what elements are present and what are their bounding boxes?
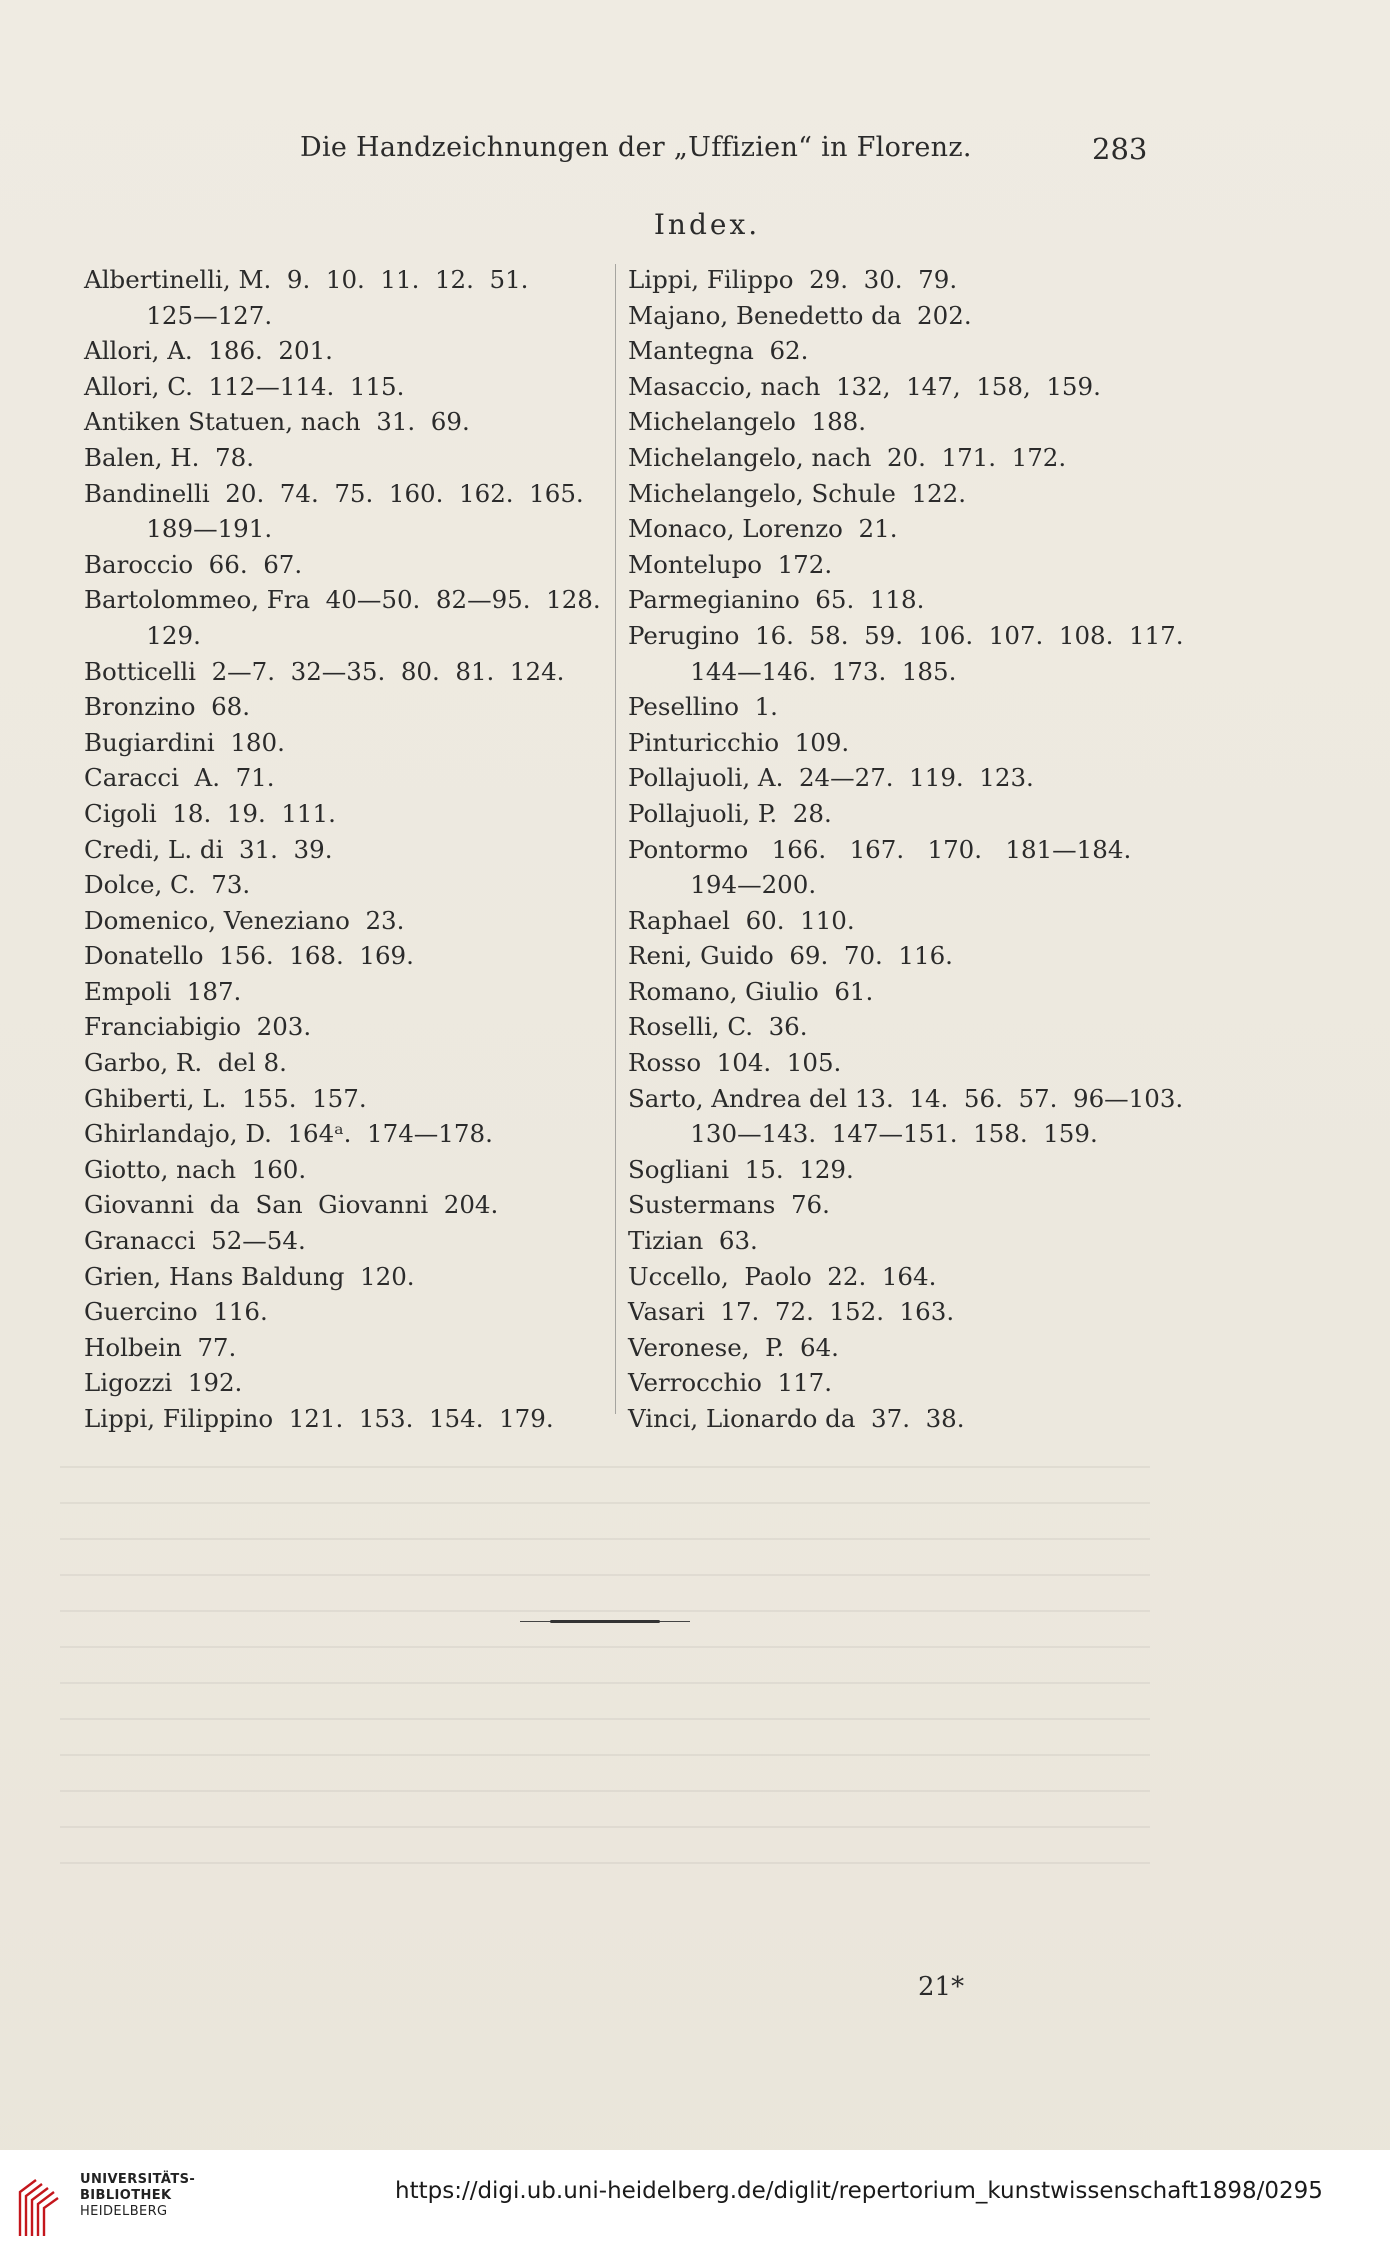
index-entry-left: Botticelli 2—7. 32—35. 80. 81. 124.	[84, 656, 565, 686]
index-entry-right: Michelangelo, nach 20. 171. 172.	[628, 442, 1067, 472]
index-entry-left: Empoli 187.	[84, 976, 242, 1006]
index-entry-left: Garbo, R. del 8.	[84, 1048, 287, 1078]
index-left-column	[84, 262, 604, 1437]
index-entry-left: Guercino 116.	[84, 1297, 268, 1327]
index-entry-right: Lippi, Filippo 29. 30. 79.	[628, 265, 958, 294]
index-entry-left: Ligozzi 192.	[84, 1368, 243, 1398]
index-entry-left: Cigoli 18. 19. 111.	[84, 798, 336, 828]
index-entry-right: 194—200.	[628, 870, 817, 900]
index-entry-right: 144—146. 173. 185.	[628, 656, 957, 686]
index-entry-right: Perugino 16. 58. 59. 106. 107. 108. 117.	[628, 620, 1184, 650]
index-entry-right: Veronese, P. 64.	[628, 1332, 839, 1362]
index-entry-right: Roselli, C. 36.	[628, 1012, 808, 1042]
index-entry-left: Giovanni da San Giovanni 204.	[84, 1190, 499, 1220]
index-entry-right: Pollajuoli, P. 28.	[628, 798, 832, 828]
index-entry-left: Balen, H. 78.	[84, 442, 254, 472]
index-entry-left: Caracci A. 71.	[84, 763, 275, 793]
index-entry-right: Vinci, Lionardo da 37. 38.	[628, 1404, 965, 1433]
index-right-column	[628, 262, 1184, 1437]
index-entry-right: Reni, Guido 69. 70. 116.	[628, 941, 953, 971]
index-entry-left: Ghiberti, L. 155. 157.	[84, 1083, 367, 1113]
library-name-line-2: BIBLIOTHEK	[80, 2188, 172, 2203]
index-entry-left: Antiken Statuen, nach 31. 69.	[84, 407, 470, 437]
index-entry-right: Mantegna 62.	[628, 336, 809, 366]
index-entry-right: Masaccio, nach 132, 147, 158, 159.	[628, 371, 1101, 401]
index-entry-left: Ghirlandajo, D. 164ᵃ. 174—178.	[84, 1119, 493, 1149]
page-number: 283	[1092, 132, 1148, 166]
university-library-logo-icon	[14, 2172, 64, 2242]
index-entry-left: Holbein 77.	[84, 1332, 237, 1362]
column-divider	[615, 264, 616, 1414]
index-entry-right: 130—143. 147—151. 158. 159.	[628, 1119, 1098, 1149]
index-entry-right: Pinturicchio 109.	[628, 727, 850, 757]
source-url-link[interactable]: https://digi.ub.uni-heidelberg.de/diglit/repertorium_kunstwissenschaft1898/0295	[395, 2178, 1323, 2204]
index-entry-left: Bugiardini 180.	[84, 727, 285, 757]
library-name	[80, 2172, 195, 2220]
index-entry-right: Michelangelo, Schule 122.	[628, 478, 967, 508]
index-entry-left: Baroccio 66. 67.	[84, 549, 303, 579]
index-entry-right: Uccello, Paolo 22. 164.	[628, 1261, 937, 1291]
index-entry-right: Parmegianino 65. 118.	[628, 585, 925, 615]
index-entry-left: Bronzino 68.	[84, 692, 251, 722]
index-entry-left: Grien, Hans Baldung 120.	[84, 1261, 415, 1291]
index-entry-left: Dolce, C. 73.	[84, 870, 251, 900]
index-entry-left: 129.	[84, 620, 201, 650]
index-entry-left: Bartolommeo, Fra 40—50. 82—95. 128.	[84, 585, 601, 615]
index-entry-left: Bandinelli 20. 74. 75. 160. 162. 165.	[84, 478, 584, 508]
index-entry-left: Allori, C. 112—114. 115.	[84, 371, 405, 401]
index-entry-left: 125—127.	[84, 300, 273, 330]
index-entry-right: Majano, Benedetto da 202.	[628, 300, 972, 330]
signature-mark: 21*	[918, 1972, 965, 2002]
library-name-line-3: HEIDELBERG	[80, 2204, 168, 2219]
index-entry-right: Romano, Giulio 61.	[628, 976, 874, 1006]
index-entry-right: Pollajuoli, A. 24—27. 119. 123.	[628, 763, 1034, 793]
index-entry-right: Pesellino 1.	[628, 692, 778, 722]
index-entry-right: Raphael 60. 110.	[628, 905, 855, 935]
index-entry-right: Verrocchio 117.	[628, 1368, 833, 1398]
index-entry-left: Lippi, Filippino 121. 153. 154. 179.	[84, 1404, 554, 1433]
index-entry-right: Michelangelo 188.	[628, 407, 867, 437]
index-entry-right: Sogliani 15. 129.	[628, 1154, 854, 1184]
index-entry-right: Sustermans 76.	[628, 1190, 830, 1220]
index-heading: Index.	[653, 208, 761, 241]
running-head	[0, 132, 1390, 172]
index-entry-left: Donatello 156. 168. 169.	[84, 941, 414, 971]
index-entry-right: Rosso 104. 105.	[628, 1048, 842, 1078]
index-entry-left: Albertinelli, M. 9. 10. 11. 12. 51.	[84, 265, 529, 294]
index-entry-right: Monaco, Lorenzo 21.	[628, 514, 898, 544]
index-entry-left: 189—191.	[84, 514, 273, 544]
index-entry-right: Vasari 17. 72. 152. 163.	[628, 1297, 955, 1327]
index-entry-left: Granacci 52—54.	[84, 1226, 306, 1256]
library-footer	[0, 2150, 1390, 2266]
index-entry-right: Sarto, Andrea del 13. 14. 56. 57. 96—103.	[628, 1083, 1184, 1113]
index-entry-left: Credi, L. di 31. 39.	[84, 834, 333, 864]
running-head-title: Die Handzeichnungen der „Uffizien“ in Florenz.	[300, 132, 972, 163]
end-ornament-rule	[520, 1620, 690, 1624]
index-entry-right: Montelupo 172.	[628, 549, 833, 579]
index-entry-right: Pontormo 166. 167. 170. 181—184.	[628, 834, 1132, 864]
index-entry-left: Domenico, Veneziano 23.	[84, 905, 405, 935]
index-entry-left: Franciabigio 203.	[84, 1012, 312, 1042]
index-entry-left: Giotto, nach 160.	[84, 1154, 307, 1184]
index-entry-right: Tizian 63.	[628, 1226, 758, 1256]
library-name-line-1: UNIVERSITÄTS-	[80, 2172, 196, 2187]
index-entry-left: Allori, A. 186. 201.	[84, 336, 333, 366]
